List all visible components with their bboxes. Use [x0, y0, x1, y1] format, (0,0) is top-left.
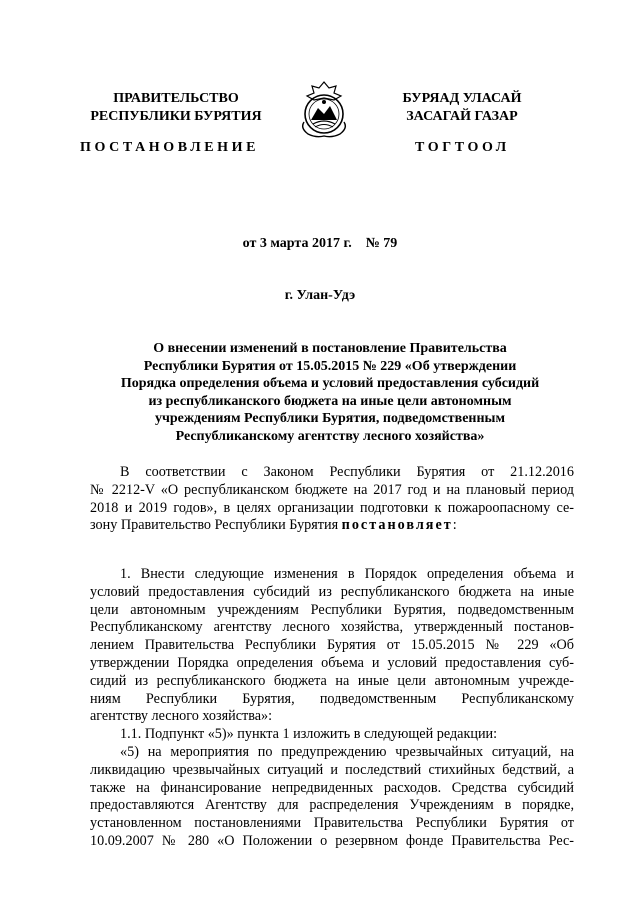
- text-line: предоставляются Агентству для распределения Учреждениям в порядке,: [90, 797, 574, 814]
- text-line: В соответствии с Законом Республики Бурятия от 21.12.2016: [120, 464, 574, 480]
- text-line: 2018 и 2019 годов», в целях организации подготовки к пожароопасному се-: [90, 499, 574, 516]
- preamble-last-suffix: :: [452, 517, 457, 534]
- preamble-last-prefix: зону Правительство Республики Бурятия: [90, 517, 342, 534]
- resolves-keyword: постановляет: [341, 517, 453, 534]
- text-line: Республиканскому агентству лесного хозяйства, утвержденный постанов-: [90, 619, 574, 636]
- title-line: О внесении изменений в постановление Правительства: [153, 341, 507, 356]
- header-left-line2: РЕСПУБЛИКИ БУРЯТИЯ: [90, 109, 262, 124]
- header-left-line1: ПРАВИТЕЛЬСТВО: [113, 91, 239, 106]
- text-line: также на финансирование непредвиденных расходов. Средства субсидий: [90, 779, 574, 796]
- header-right-line2: ЗАСАГАЙ ГАЗАР: [406, 109, 518, 124]
- title-line: Республики Бурятия от 15.05.2015 № 229 «Об утверждении: [143, 358, 517, 374]
- title-line: из республиканского бюджета на иные цели автономным: [148, 393, 512, 409]
- text-line: агентству лесного хозяйства»:: [90, 708, 273, 725]
- text-line: [90, 517, 574, 535]
- document-date-number: [0, 236, 640, 252]
- header-right-line1: БУРЯАД УЛАСАЙ: [402, 91, 522, 106]
- text-line: утверждении Порядка определения объема и условий предоставления суб-: [90, 654, 574, 671]
- text-line: цели автономным учреждениям Республики Бурятия, подведомственным: [90, 601, 574, 618]
- paragraph-1: [90, 566, 574, 851]
- subpoint-line: 1.1. Подпункт «5)» пункта 1 изложить в следующей редакции:: [120, 726, 498, 743]
- text-line: лением Правительства Республики Бурятия от 15.05.2015 № 229 «Об: [90, 637, 574, 654]
- text-line: условий предоставления субсидий из республиканского бюджета на иные: [90, 583, 574, 600]
- text-line: 10.09.2007 № 280 «О Положении о резервном фонде Правительства Рес-: [90, 832, 574, 849]
- header-left: [76, 90, 276, 126]
- coat-of-arms-emblem: [296, 78, 352, 140]
- header-right: [362, 90, 562, 126]
- text-line: 1. Внести следующие изменения в Порядок определения объема и: [120, 566, 574, 582]
- document-date: от 3 марта 2017 г.: [242, 236, 352, 251]
- text-line: ниям Республики Бурятия, подведомственным Республиканскому: [90, 690, 574, 707]
- text-line: сидий из республиканского бюджета на иные цели автономным учрежде-: [90, 672, 574, 689]
- text-line: «5) на мероприятия по предупреждению чрезвычайных ситуаций, на: [120, 743, 574, 760]
- text-line: № 2212-V «О республиканском бюджете на 2017 год и на плановый период: [90, 481, 574, 498]
- title-line: Порядка определения объема и условий предоставления субсидий: [120, 376, 540, 391]
- text-line: установленном постановлениями Правительства Республики Бурятия от: [90, 815, 574, 832]
- document-number: № 79: [365, 236, 398, 251]
- document-title: [70, 340, 590, 445]
- doc-type-buryat: ТОГТООЛ: [415, 140, 510, 155]
- text-line: ликвидацию чрезвычайных ситуаций и последствий стихийных бедствий, а: [90, 761, 574, 778]
- title-line: учреждениям Республики Бурятия, подведомственным: [154, 411, 506, 426]
- preamble-paragraph: [90, 464, 574, 535]
- title-line: Республиканскому агентству лесного хозяйства»: [175, 428, 485, 444]
- doc-type-russian: ПОСТАНОВЛЕНИЕ: [80, 140, 260, 155]
- document-city: г. Улан-Удэ: [284, 288, 356, 303]
